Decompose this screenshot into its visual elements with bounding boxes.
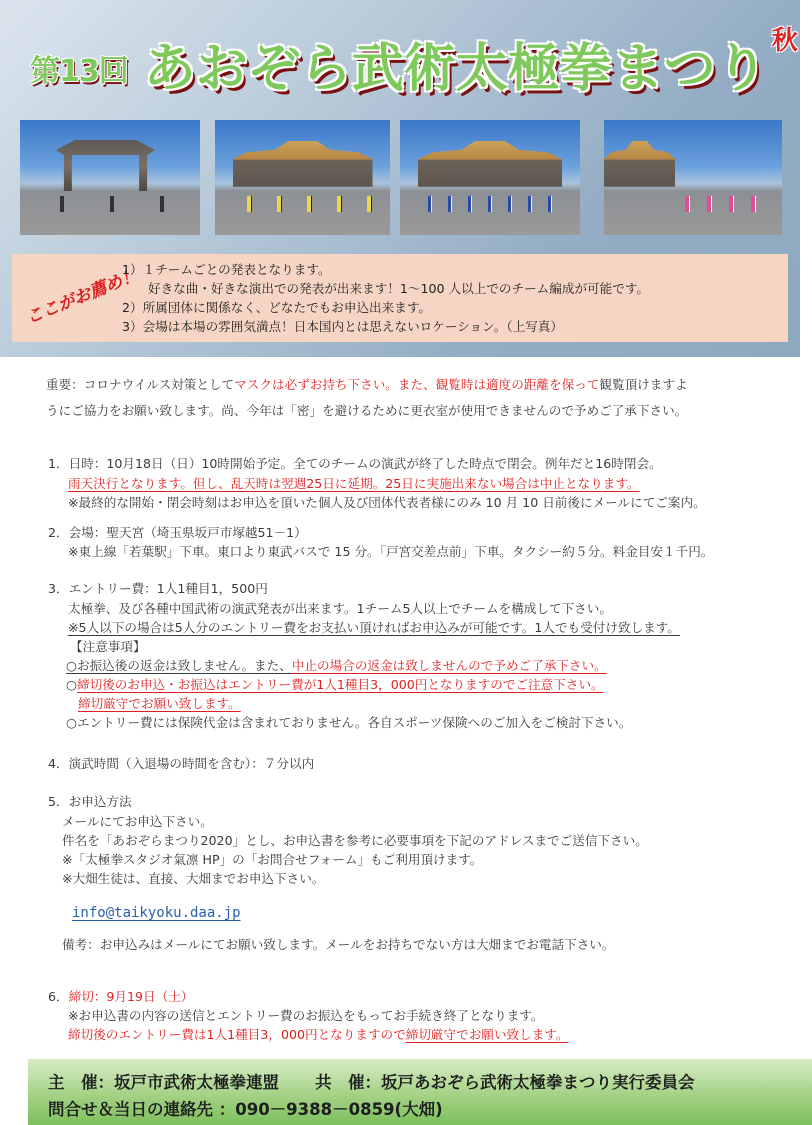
caution-insurance: ○エントリー費には保険代金は含まれておりません。各自スポーツ保険へのご加入をご検討下さい。 <box>66 715 632 730</box>
caution-header: 【注意事項】 <box>70 639 146 654</box>
caution-late-fee: ○締切後のお申込・お振込はエントリー費が1人1種目3，000円となりますのでご注意下さい。 <box>66 677 604 692</box>
recommendation-item: 1）１チームごとの発表となります。 <box>122 262 331 277</box>
caution-deadline: 締切厳守でお願い致します。 <box>78 696 241 711</box>
organizer-footer <box>28 1059 812 1125</box>
rain-policy: 雨天決行となります。但し、乱天時は翌週25日に延期。25日に実施出来ない場合は中止となります。 <box>68 476 640 491</box>
application-line: 件名を「あおぞらまつり2020」とし、お申込書を参考に必要事項を下記のアドレスまでご送信下さい。 <box>62 833 648 848</box>
application-line: ※大畑生徒は、直接、大畑までお申込下さい。 <box>62 871 325 886</box>
small-team-note: ※5人以下の場合は5人分のエントリー費をお支払い頂ければお申込みが可能です。1人でも受付け致します。 <box>68 620 680 635</box>
application-remark: 備考：お申込みはメールにてお願い致します。メールをお持ちでない方は大畑までお電話下さい。 <box>62 937 615 952</box>
header-banner <box>0 0 800 357</box>
schedule-note: ※最終的な開始・閉会時刻はお申込を頂いた個人及び団体代表者様にのみ 10 月 10 日前後にメールにてご案内。 <box>68 495 706 510</box>
season-badge: 秋 <box>771 26 798 56</box>
event-title-text: あおぞら武術太極拳まつり <box>143 38 768 99</box>
photo-temple-gate <box>20 120 200 235</box>
section-deadline: 6．締切：9月19日（土） <box>48 989 194 1004</box>
recommendation-item: 好きな曲・好きな演出での発表が出来ます！1～100 人以上でのチーム編成が可能です。 <box>148 281 650 296</box>
section-entry-fee: 3．エントリー費：1人1種目1，500円 <box>48 581 268 596</box>
photo-yellow-team <box>215 120 390 235</box>
notice-highlight: マスクは必ずお持ち下さい。また、観覧時は適度の距離を保って <box>234 377 600 392</box>
application-line: メールにてお申込下さい。 <box>62 814 213 829</box>
organizer: 主 催：坂戸市武術太極拳連盟 <box>48 1073 279 1092</box>
edition-label: 第13回 <box>30 54 128 89</box>
cancel-refund-note: 中止の場合の返金は致しませんので予めご了承下さい。 <box>291 658 607 673</box>
recommendation-item: 2）所属団体に関係なく、どなたでもお申込出来ます。 <box>122 300 432 315</box>
recommendation-item: 3）会場は本場の雰囲気満点！日本国内とは思えないロケーション。（上写真） <box>122 319 563 334</box>
deadline-date: 締切：9月19日（土） <box>68 989 194 1004</box>
notice-line-2: うにご協力をお願い致します。尚、今年は「密」を避けるために更衣室が使用できませんので予めご了承下さい。 <box>46 403 688 418</box>
section-datetime: 1．日時：10月18日（日）10時開始予定。全てのチームの演武が終了した時点で閉会。例年だと16時閉会。 <box>48 456 662 471</box>
section-performance-time: 4．演武時間（入退場の時間を含む）：７分以内 <box>48 756 315 771</box>
recommendation-box <box>12 254 788 342</box>
late-fee-note: 締切後のエントリー費は1人1種目3，000円となりますので締切厳守でお願い致します。 <box>68 1027 569 1042</box>
entry-description: 太極拳、及び各種中国武術の演武発表が出来ます。1チーム5人以上でチームを構成して下さい。 <box>68 601 612 616</box>
photo-pink-team <box>604 120 782 235</box>
deadline-note: ※お申込書の内容の送信とエントリー費のお振込をもってお手続き終了となります。 <box>68 1008 544 1023</box>
contact-phone: 問合せ＆当日の連絡先 ：090－9388－0859(大畑) <box>48 1100 443 1119</box>
contact-email-link[interactable]: info@taikyoku.daa.jp <box>72 905 241 921</box>
section-venue: 2．会場：聖天宮（埼玉県坂戸市塚越51－1） <box>48 525 307 540</box>
caution-refund: ○お振込後の返金は致しません。また、中止の場合の返金は致しませんので予めご了承下さい。 <box>66 658 607 673</box>
notice-line-1: 重要：コロナウイルス対策としてマスクは必ずお持ち下さい。また、観覧時は適度の距離を保って観覧頂けますよ <box>46 377 688 392</box>
recommendation-stamp: ここがお薦め！ <box>23 265 142 329</box>
photo-blue-team <box>400 120 580 235</box>
recommendation-list <box>122 260 649 336</box>
access-note: ※東上線「若葉駅」下車。東口より東武バスで 15 分。「戸宮交差点前」下車。タクシー約５分。料金目安１千円。 <box>68 544 714 559</box>
section-application: 5．お申込方法 <box>48 794 132 809</box>
photo-strip <box>20 120 790 235</box>
event-title <box>0 18 800 108</box>
organizer-line <box>48 1069 695 1093</box>
co-organizer: 共 催：坂戸あおぞら武術太極拳まつり実行委員会 <box>315 1073 695 1092</box>
application-line: ※「太極拳スタジオ氣凛 HP」の「お問合せフォーム」もご利用頂けます。 <box>62 852 483 867</box>
